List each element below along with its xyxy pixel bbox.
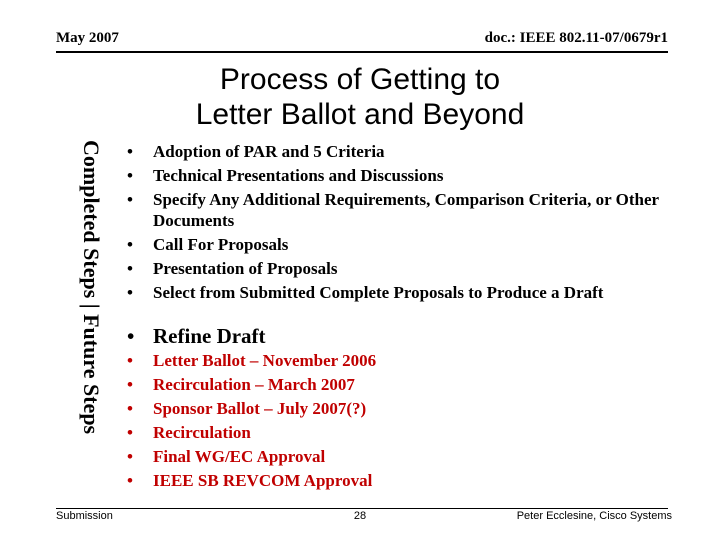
footer-rule xyxy=(56,508,668,509)
list-item-text: Recirculation – March 2007 xyxy=(153,375,355,394)
bullet-dot: • xyxy=(127,259,133,278)
header-date: May 2007 xyxy=(56,30,119,46)
list-item xyxy=(124,470,684,491)
list-item xyxy=(124,258,684,279)
bullet-dot: • xyxy=(127,190,133,209)
title-line-2: Letter Ballot and Beyond xyxy=(195,98,525,131)
completed-steps-list xyxy=(124,141,684,306)
header-doc-id: doc.: IEEE 802.11-07/0679r1 xyxy=(484,30,668,46)
list-item-text: Final WG/EC Approval xyxy=(153,447,326,466)
bullet-dot: • xyxy=(127,399,133,418)
bullet-dot: • xyxy=(127,166,133,185)
list-item xyxy=(124,350,684,371)
list-item xyxy=(124,189,684,231)
list-item-text: Technical Presentations and Discussions xyxy=(153,166,444,185)
bullet-dot: • xyxy=(127,375,133,394)
page-number: 28 xyxy=(353,510,367,522)
list-item-text: Sponsor Ballot – July 2007(?) xyxy=(153,399,367,418)
bullet-dot: • xyxy=(127,324,135,348)
current-step-text: Refine Draft xyxy=(153,324,266,348)
bullet-dot: • xyxy=(127,471,133,490)
list-item xyxy=(124,234,684,255)
bullet-dot: • xyxy=(127,142,133,161)
list-item xyxy=(124,374,684,395)
footer-submission: Submission xyxy=(56,510,113,522)
title-line-1: Process of Getting to xyxy=(219,63,501,96)
side-label: Completed Steps | Future Steps xyxy=(79,140,104,435)
list-item xyxy=(124,141,684,162)
list-item-text: Recirculation xyxy=(153,423,251,442)
list-item xyxy=(124,165,684,186)
list-item-text: IEEE SB REVCOM Approval xyxy=(153,471,373,490)
current-step-list xyxy=(124,322,684,350)
list-item-text: Adoption of PAR and 5 Criteria xyxy=(153,142,385,161)
list-item xyxy=(124,398,684,419)
bullet-dot: • xyxy=(127,423,133,442)
bullet-dot: • xyxy=(127,351,133,370)
header-rule xyxy=(56,51,668,53)
list-item-text: Letter Ballot – November 2006 xyxy=(153,351,377,370)
slide-title xyxy=(110,62,610,132)
list-item xyxy=(124,446,684,467)
bullet-dot: • xyxy=(127,447,133,466)
bullet-dot: • xyxy=(127,235,133,254)
list-item-text: Presentation of Proposals xyxy=(153,259,338,278)
list-item xyxy=(124,282,684,303)
list-item-text: Call For Proposals xyxy=(153,235,289,254)
list-item-text: Select from Submitted Complete Proposals to Produce a Draft xyxy=(153,283,604,302)
bullet-dot: • xyxy=(127,283,133,302)
list-item xyxy=(124,322,684,350)
future-steps-list xyxy=(124,350,684,494)
footer-author: Peter Ecclesine, Cisco Systems xyxy=(516,510,672,522)
list-item-text: Specify Any Additional Requirements, Comparison Criteria, or Other Documents xyxy=(153,190,659,230)
list-item xyxy=(124,422,684,443)
